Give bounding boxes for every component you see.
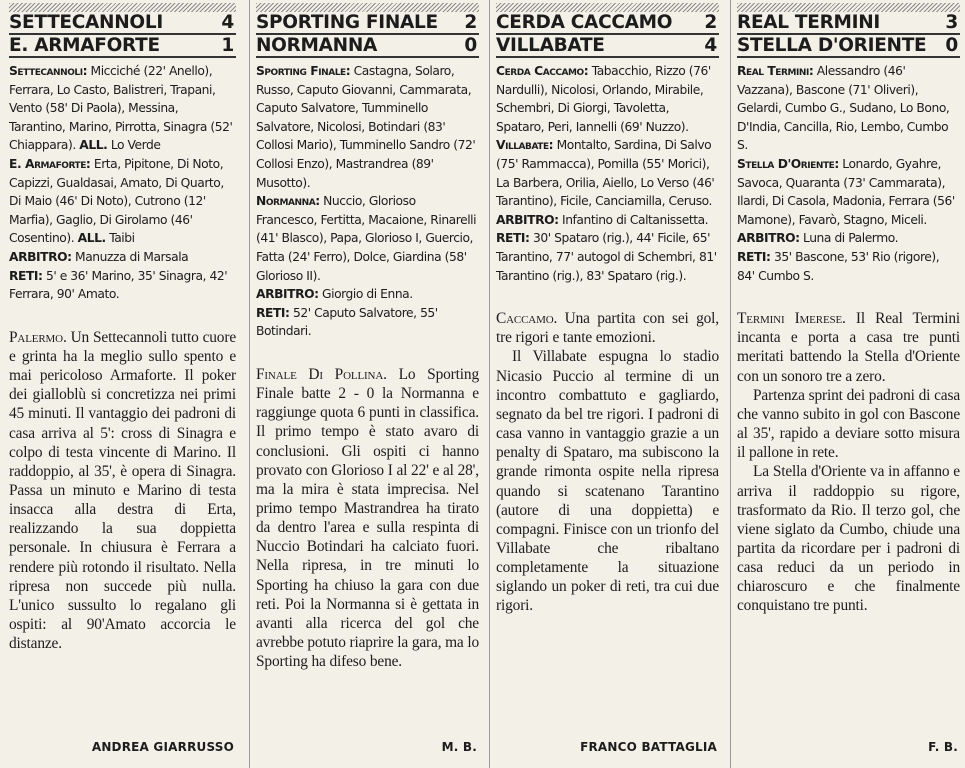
referee-label: ARBITRO: [496,212,559,227]
referee-line [496,211,719,230]
article-body [737,309,960,616]
away-lineup-label: E. Armaforte: [9,156,91,171]
article-paragraph: Partenza sprint dei padroni di casa che vanno subito in gol con Bascone al 35', rapido a deviare sotto misura il pallone in rete. [737,386,960,462]
home-lineup: Castagna, Solaro, Russo, Caputo Giovanni, Cammarata, Caputo Salvatore, Tumminello Salvatore, Nicolosi, Botindari (83' Collosi Mario), Tumminello Sandro (72' Collosi Enzo), Mastrandrea (89' Musotto). [256,64,476,190]
home-score-row [737,12,960,35]
away-lineup: Lonardo, Gyahre, Savoca, Quaranta (73' Cammarata), Ilardi, Di Casola, Madonia, Ferrara (56' Mamone), Favarò, Stagno, Miceli. [737,156,955,227]
away-lineup: Montalto, Sardina, Di Salvo (75' Rammacca), Pomilla (55' Morici), La Barbera, Orilia, Aiello, Lo Verso (46' Tarantino), Ficile, Canciamilla, Ceruso. [496,138,715,209]
header-rule [496,3,719,12]
home-team: CERDA CACCAMO [496,12,673,33]
goals: 30' Spataro (rig.), 44' Ficile, 65' Tarantino, 77' autogol di Schembri, 81' Tarantino (rig.), 83' Spataro (rig.). [496,231,717,283]
goals: 35' Bascone, 53' Rio (rigore), 84' Cumbo S. [737,249,940,283]
home-lineup-line [9,62,236,155]
home-team: SETTECANNOLI [9,12,163,33]
article-paragraph [737,309,960,386]
goals-label: RETI: [496,231,530,246]
home-team: REAL TERMINI [737,12,880,33]
header-rule [737,3,960,12]
away-score: 0 [464,35,477,56]
paragraph-text: Lo Sporting Finale batte 2 - 0 la Normanna e raggiunge quota 6 punti in classifica. Il primo tempo è stato avaro di conclusioni. Gli ospiti ci hanno provato con Glorioso I al 22' e al 28', ma la mira è stata imprecisa. Nel primo tempo Mastrandrea ha tirato da dentro l'area e sulla respinta di Nuccio Botindari ha calciato fuori. Nella ripresa, in tre minuti lo Sporting ha chiuso la gara con due reti. Poi la Normanna si è gettata in avanti alla ricerca del gol che avrebbe potuto riaprire la gara, ma lo Sporting ha difeso bene. [256,365,479,671]
referee-line [737,229,960,248]
goals-line [737,248,960,285]
home-lineup-line [737,62,960,155]
away-lineup: Nuccio, Glorioso Francesco, Fertitta, Macaione, Rinarelli (41' Blasco), Papa, Glorioso I, Guercio, Fatta (24' Ferro), Dolce, Giardina (58' Glorioso II). [256,194,477,283]
home-score-row [9,12,236,35]
author-signature: M. B. [441,740,477,754]
article-body [9,328,236,654]
article-paragraph [9,328,236,654]
away-team: E. ARMAFORTE [9,35,160,56]
dateline: Termini Imerese. [737,310,846,328]
header-rule [9,3,236,12]
away-team: STELLA D'ORIENTE [737,35,927,56]
author-signature: FRANCO BATTAGLIA [580,740,717,754]
away-score-row [737,35,960,58]
home-lineup-label: Real Termini: [737,64,814,78]
home-coach: Lo Verde [110,138,161,153]
home-lineup-label: Settecannoli: [9,64,88,78]
match-column [249,0,481,768]
paragraph-text: Il Real Termini incanta e porta a casa tre punti meritati battendo la Stella d'Oriente con un sonoro tre a zero. [737,310,960,385]
referee: Giorgio di Enna. [322,287,413,302]
away-lineup-line [9,155,236,248]
goals-label: RETI: [256,305,290,320]
article-body [496,309,719,616]
home-score: 4 [221,12,234,33]
away-score-row [9,35,236,58]
article-body [256,365,479,672]
referee: Manuzza di Marsala [75,249,189,264]
goals-line [256,304,479,341]
match-column [730,0,962,768]
home-team: SPORTING FINALE [256,12,438,33]
home-coach-label: ALL. [79,138,108,153]
home-lineup-line [496,62,719,136]
home-lineup: Alessandro (46' Vazzana), Bascone (71' Oliveri), Gelardi, Cumbo G., Sudano, Lo Bono, D'India, Cancilla, Rio, Lembo, Cumbo S. [737,64,950,153]
away-score: 1 [221,35,234,56]
paragraph-text: Un Settecannoli tutto cuore e grinta ha la meglio sullo spento e mai pericoloso Armaforte. Il poker dei gialloblù si concretizza nei primi 45 minuti. Il vantaggio dei padroni di casa arriva al 5': cross di Sinagra e colpo di testa vincente di Marino. Il raddoppio, al 35', è opera di Sinagra. Passa un minuto e Marino di testa insacca alla destra di Erta, realizzando la sua doppietta personale. In chiusura è Ferrara a rendere più rotondo il risultato. Nella ripresa non succede più nulla. L'unico sussulto lo regalano gli ospiti: al 90'Amato accorcia le distanze. [9,328,236,653]
away-lineup-line [256,192,479,285]
goals-line [9,267,236,304]
away-lineup-label: Stella D'Oriente: [737,156,839,171]
paragraph-text: Una partita con sei gol, tre rigori e tante emozioni. [496,310,719,347]
author-signature: ANDREA GIARRUSSO [91,740,234,754]
referee-label: ARBITRO: [256,287,319,302]
home-lineup-label: Sporting Finale: [256,64,351,78]
home-lineup-line [256,62,479,192]
away-coach-label: ALL. [77,231,106,246]
match-column [489,0,721,768]
home-lineup-label: Cerda Caccamo: [496,64,589,78]
home-score: 3 [945,12,958,33]
away-score-row [496,35,719,58]
match-report-box [256,62,479,341]
match-column [6,0,238,768]
away-team: NORMANNA [256,35,378,56]
home-score-row [496,12,719,35]
article-paragraph: Il Villabate espugna lo stadio Nicasio Puccio al termine di un incontro combattuto e gagliardo, segnato da bel tre rigori. I padroni di casa vanno in vantaggio grazie a un penalty di Spataro, ma subiscono la grande rimonta ospite nella ripresa quando si scatenano Tarantino (autore di una doppietta) e compagni. Finisce con un trionfo del Villabate che ribaltano completamente la situazione siglando un poker di reti, tra cui due rigori. [496,348,719,615]
dateline: Finale Di Pollina. [256,365,387,383]
referee-label: ARBITRO: [737,231,800,246]
author-signature: F. B. [928,740,958,754]
dateline: Palermo. [9,328,67,346]
away-lineup: Erta, Pipitone, Di Noto, Capizzi, Gualdasai, Amato, Di Quarto, Di Maio (46' Di Noto), Cutrono (12' Marfia), Gaglio, Di Girolamo (46' Cosentino). [9,156,224,246]
dateline: Caccamo. [496,310,558,328]
away-lineup-line [496,136,719,210]
goals: 5' e 36' Marino, 35' Sinagra, 42' Ferrara, 90' Amato. [9,268,228,302]
home-score-row [256,12,479,35]
away-score: 0 [945,35,958,56]
home-lineup: Micciché (22' Anello), Ferrara, Lo Casto, Balistreri, Trapani, Vento (58' Di Paola), Messina, Tarantino, Marino, Pirrotta, Sinagra (52' Chiappara). [9,64,233,153]
goals-label: RETI: [9,268,43,283]
away-coach: Taibi [109,231,135,246]
home-score: 2 [704,12,717,33]
home-score: 2 [464,12,477,33]
match-report-box [737,62,960,285]
match-report-box [496,62,719,285]
referee-line [9,248,236,267]
referee-line [256,285,479,304]
away-lineup-label: Normanna: [256,194,320,209]
referee: Infantino di Caltanissetta. [562,212,709,227]
goals: 52' Caputo Salvatore, 55' Botindari. [256,305,438,339]
referee-label: ARBITRO: [9,249,72,264]
goals-line [496,229,719,285]
article-paragraph [496,309,719,347]
referee: Luna di Palermo. [803,231,899,246]
away-score: 4 [704,35,717,56]
header-rule [256,3,479,12]
match-report-box [9,62,236,304]
goals-label: RETI: [737,249,771,264]
home-lineup: Tabacchio, Rizzo (76' Nardulli), Nicolosi, Orlando, Mirabile, Schembri, Di Giorgi, Tavoletta, Spataro, Peri, Iannelli (69' Nuzzo). [496,64,711,134]
away-lineup-line [737,155,960,229]
away-score-row [256,35,479,58]
away-lineup-label: Villabate: [496,138,554,153]
away-team: VILLABATE [496,35,605,56]
article-paragraph: La Stella d'Oriente va in affanno e arriva il raddoppio su rigore, trasformato da Rio. Il terzo gol, che viene siglato da Cumbo, chiude una partita da ricordare per i padroni di casa reduci da un periodo in chiaroscuro e che finalmente conquistano tre punti. [737,463,960,615]
article-paragraph [256,365,479,672]
